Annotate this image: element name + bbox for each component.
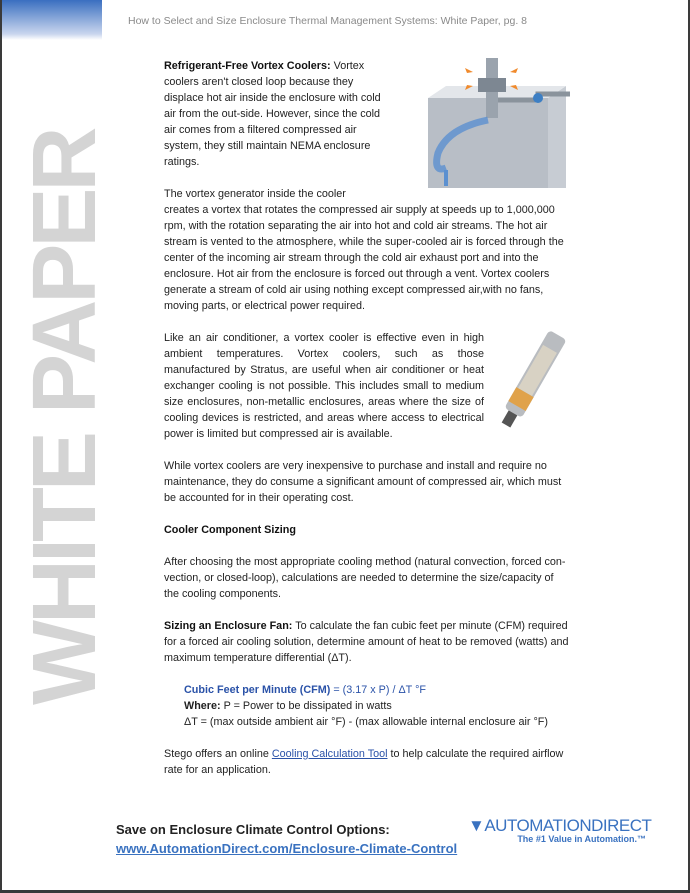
where-text: P = Power to be dissipated in watts [220,700,392,712]
formula-block [164,682,570,730]
paragraph-text: Vortex coolers aren't closed loop because they displace hot air inside the enclosure with cold air from the out-side. However, since the cold air comes from a filtered compressed air system, they still maintain NEMA enclosure ratings. [164,60,381,168]
paragraph-sizing: After choosing the most appropriate cooling method (natural convection, forced con-vection, or closed-loop), calculations are needed to determine the size/capacity of the cooling components. [164,556,566,600]
vertical-title: WHITE PAPER [15,130,115,705]
delta-definition: ΔT = (max outside ambient air °F) - (max allowable internal enclosure air °F) [184,716,548,728]
vortex-cooler-diagram [388,58,570,196]
fan-heading: Sizing an Enclosure Fan: [164,620,293,632]
paragraph-text: Stego offers an online [164,748,272,760]
automationdirect-logo [468,816,652,844]
footer-cta [116,820,457,858]
sidebar-gradient [2,0,102,40]
document-page [2,0,688,890]
formula: = (3.17 x P) / ΔT °F [330,684,426,696]
section-heading: Cooler Component Sizing [164,524,296,536]
paragraph-vortex-generator: The vortex generator inside the cooler creates a vortex that rotates the compressed air supply at speeds up to 1,000,000 rpm, with the rotation separating the air into hot and cold air streams. The hot air stream is vented to the atmosphere, while the super-cooled air is forced through the center of the incoming air stream through the cold air exhaust port and into the enclosure. Hot air from the enclosure is forced out through a vent. Vortex coolers generate a stream of cold air using nothing except compressed air,with no fans, moving parts, or electrical power required. [164,188,564,312]
paragraph-air-conditioner: Like an air conditioner, a vortex cooler is effective even in high ambient temperatures. Vortex coolers, such as those manufactured by Stratus, are useful when air conditioner or heat exchanger cooling is not possible. This includes small to medium size enclosures, non-metallic enclosures, areas where the size of cooling devices is restricted, and areas where access to electrical power is limited but compressed air is available. [164,332,484,440]
body-content [164,58,570,794]
running-header: How to Select and Size Enclosure Thermal Management Systems: White Paper, pg. 8 [128,15,527,27]
logo-tagline: The #1 Value in Automation.™ [517,834,646,844]
sidebar [2,0,115,890]
cooling-calculation-tool-link[interactable]: Cooling Calculation Tool [271,748,388,760]
vortex-heading: Refrigerant-Free Vortex Coolers: [164,60,331,72]
paragraph-text: to help calculate the required airflow rate for an application. [164,748,564,776]
logo-v-icon: ▼ [468,816,485,835]
formula-label: Cubic Feet per Minute (CFM) [184,684,331,696]
cta-text: Save on Enclosure Climate Control Options: [116,822,390,837]
vortex-cooler-photo [494,324,570,436]
logo-text: AUTOMATIONDIRECT [484,816,652,835]
climate-control-link[interactable]: www.AutomationDirect.com/Enclosure-Climate-Control [116,841,458,856]
paragraph-cost: While vortex coolers are very inexpensive to purchase and install and require no maintenance, they do consume a significant amount of compressed air, which must be accounted for in their operating cost. [164,460,562,504]
where-label: Where: [184,700,221,712]
paragraph-text: To calculate the fan cubic feet per minute (CFM) required for a forced air cooling solution, determine amount of heat to be removed (watts) and maximum temperature differential (ΔT). [164,620,569,664]
